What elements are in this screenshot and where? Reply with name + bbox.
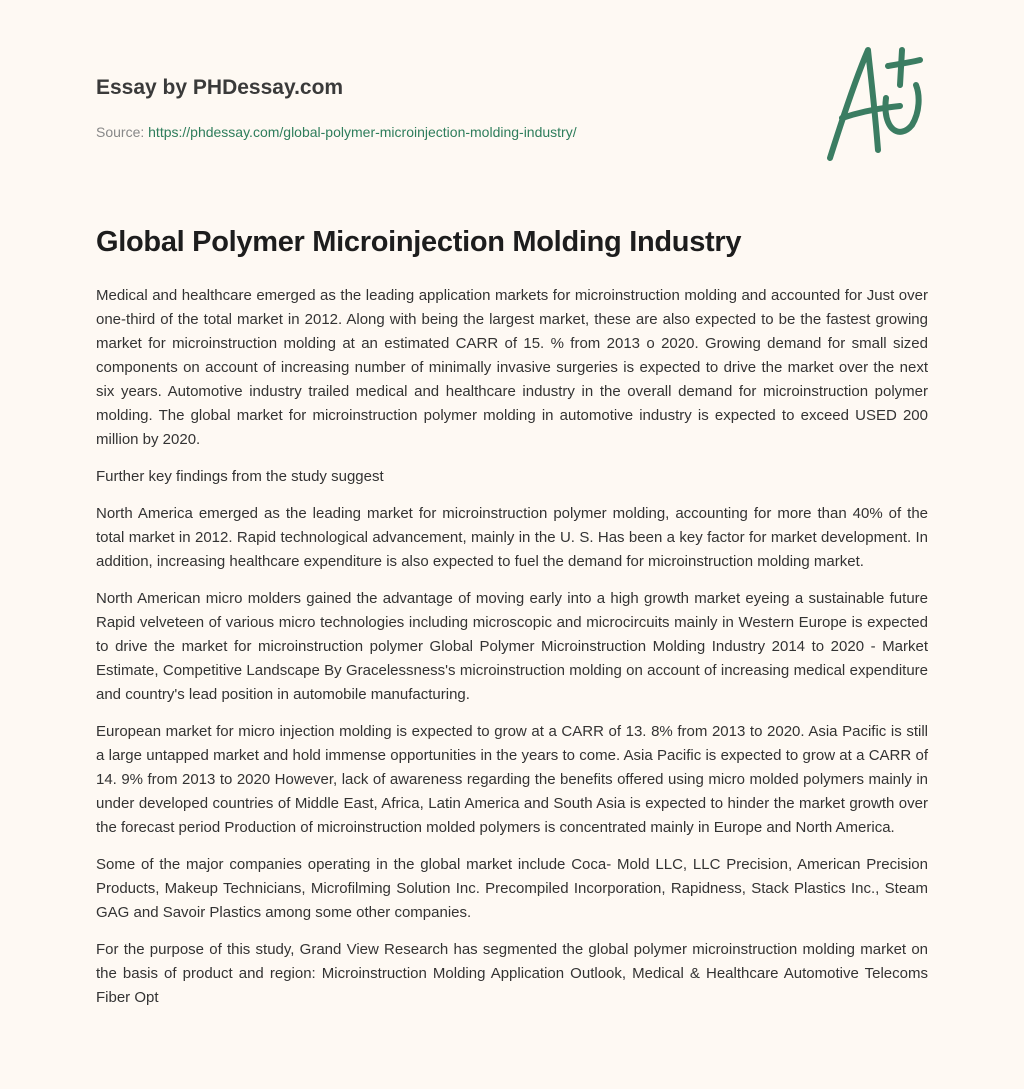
source-line — [96, 124, 577, 140]
paragraph: For the purpose of this study, Grand View Research has segmented the global polymer microinstruction molding market on the basis of product and region: Microinstruction Molding Application Outlook, Medical & Healthcare Automotive Telecoms Fiber Opt — [96, 941, 928, 1006]
a-plus-logo-icon — [820, 40, 930, 165]
source-link[interactable]: https://phdessay.com/global-polymer-microinjection-molding-industry/ — [148, 124, 577, 140]
paragraph: European market for micro injection molding is expected to grow at a CARR of 13. 8% from 2013 to 2020. Asia Pacific is still a large untapped market and hold immense opportunities in the years to come. Asia Pacific is expected to grow at a CARR of 14. 9% from 2013 to 2020 However, lack of awareness regarding the benefits offered using micro molded polymers mainly in under developed countries of Middle East, Africa, Latin America and South Asia is expected to hinder the market growth over the forecast period Production of microinstruction molded polymers is concentrated mainly in Europe and North America. — [96, 723, 928, 836]
source-label: Source: — [96, 124, 145, 140]
paragraph: Some of the major companies operating in the global market include Coca- Mold LLC, LLC Precision, American Precision Products, Makeup Technicians, Microfilming Solution Inc. Precompiled Incorporation, Rapidness, Stack Plastics Inc., Steam GAG and Savoir Plastics among some other companies. — [96, 856, 928, 921]
paragraph: North American micro molders gained the advantage of moving early into a high growth market eyeing a sustainable future Rapid velveteen of various micro technologies including microscopic and microcircuits mainly in Western Europe is expected to drive the market for microinstruction polymer Global Polymer Microinstruction Molding Industry 2014 to 2020 - Market Estimate, Competitive Landscape By Gracelessness's microinstruction molding on account of increasing medical expenditure and country's lead position in automobile manufacturing. — [96, 590, 928, 703]
paragraph: Medical and healthcare emerged as the leading application markets for microinstruction molding and accounted for Just over one-third of the total market in 2012. Along with being the largest market, these are also expected to be the fastest growing market for microinstruction molding at an estimated CARR of 15. % from 2013 o 2020. Growing demand for small sized components on account of increasing number of minimally invasive surgeries is expected to drive the market over the next six years. Automotive industry trailed medical and healthcare industry in the overall demand for microinstruction polymer molding. The global market for microinstruction polymer molding in automotive industry is expected to exceed USED 200 million by 2020. — [96, 287, 928, 448]
brand-title: Essay by PHDessay.com — [96, 76, 344, 99]
article-body — [96, 284, 928, 1023]
paragraph: Further key findings from the study suggest — [96, 468, 384, 485]
article-title: Global Polymer Microinjection Molding Industry — [96, 226, 742, 258]
site-header — [96, 76, 577, 140]
paragraph: North America emerged as the leading market for microinstruction polymer molding, accounting for more than 40% of the total market in 2012. Rapid technological advancement, mainly in the U. S. Has been a key factor for market development. In addition, increasing healthcare expenditure is also expected to fuel the demand for microinstruction molding market. — [96, 505, 928, 570]
